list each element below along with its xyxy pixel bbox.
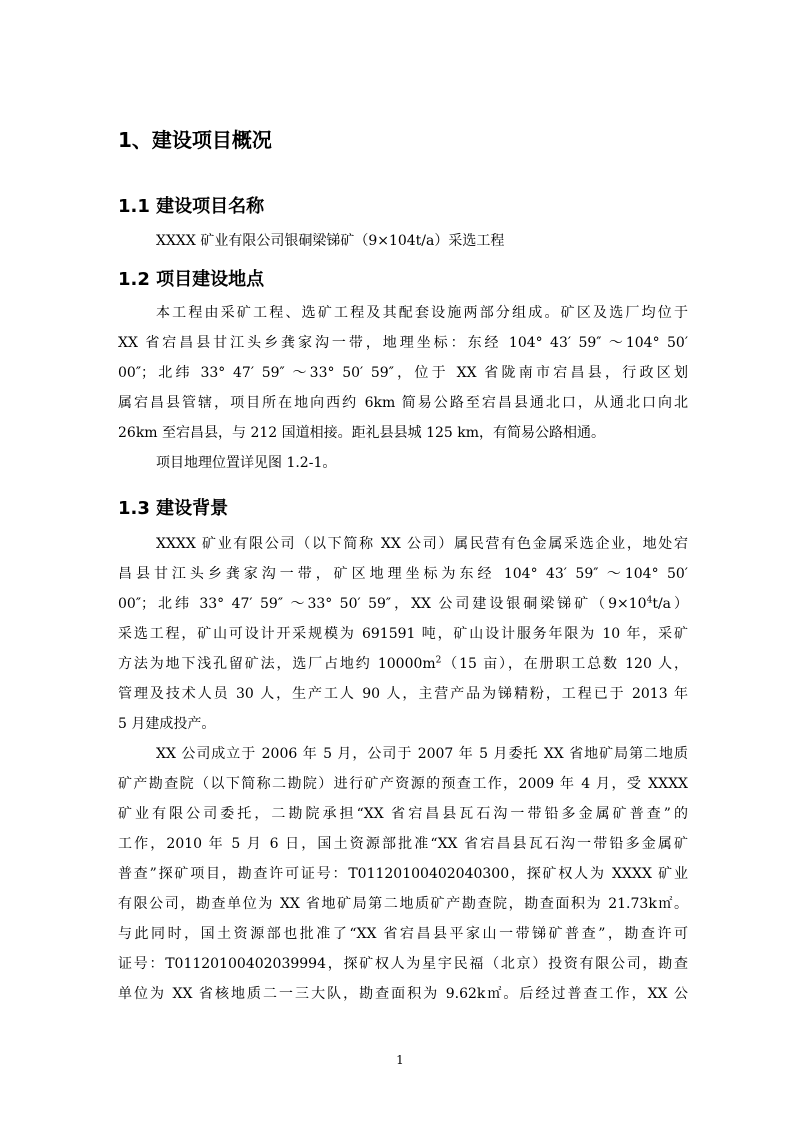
text-line: 00″；北纬 33° 47′ 59″ ～33° 50′ 59″，位于 XX 省陇南市宕昌县，行政区划 [118,365,688,381]
text-line: 采选工程，矿山可设计开采规模为 691591 吨，矿山设计服务年限为 10 年，采矿 [118,626,688,642]
section-1-2-title: 1.2 项目建设地点 [118,269,265,290]
section-1-1-title: 1.1 建设项目名称 [118,196,265,217]
text-line: 本工程由采矿工程、选矿工程及其配套设施两部分组成。矿区及选厂均位于 [156,305,688,321]
section-1-2-body [118,298,688,478]
text-line: 单位为 XX 省核地质二一三大队，勘查面积为 9.62k㎡。后经过普查工作，XX 公 [118,986,688,1002]
text-line: 与此同时，国土资源部也批准了“XX 省宕昌县平家山一带锑矿普查”，勘查许可 [118,926,688,942]
text-line: 矿产勘查院（以下简称二勘院）进行矿产资源的预查工作，2009 年 4 月，受 XXXX [118,776,688,792]
text-line: 工作，2010 年 5 月 6 日，国土资源部批准“XX 省宕昌县瓦石沟一带铅多金属矿 [118,836,688,852]
text-line: 项目地理位置详见图 1.2-1。 [156,455,337,471]
text-line: 有限公司，勘查单位为 XX 省地矿局第二地质矿产勘查院，勘查面积为 21.73k㎡。 [118,896,688,912]
text-line: 管理及技术人员 30 人，生产工人 90 人，主营产品为锑精粉，工程已于 2013 年 [118,686,688,702]
section-1-3-title: 1.3 建设背景 [118,498,229,519]
text-line: 26km 至宕昌县，与 212 国道相接。距礼县县城 125 km，有简易公路相通。 [118,425,606,441]
text-line: XX 公司成立于 2006 年 5 月，公司于 2007 年 5 月委托 XX 省地矿局第二地质 [156,746,688,762]
text-line: 普查”探矿项目，勘查许可证号：T01120100402040300，探矿权人为 XXXX 矿业 [118,866,688,882]
text-line: 昌县甘江头乡龚家沟一带，矿区地理坐标为东经 104° 43′ 59″ ～104° 50′ [118,566,688,582]
section-1-3-body [118,529,688,1009]
text-line: XXXX 矿业有限公司（以下简称 XX 公司）属民营有色金属采选企业，地处宕 [156,536,688,552]
heading-1: 1、建设项目概况 [118,128,272,152]
section-1-1-body [118,226,688,256]
text-line: 矿业有限公司委托，二勘院承担“XX 省宕昌县瓦石沟一带铅多金属矿普查”的 [118,806,688,822]
text-line: XX 省宕昌县甘江头乡龚家沟一带，地理坐标：东经 104° 43′ 59″ ～104° 50′ [118,335,688,351]
text-line: 5 月建成投产。 [118,716,216,732]
text-line: 方法为地下浅孔留矿法，选厂占地约 $10000m^2(15$ 亩），在册职工总数 120 人， [118,655,688,672]
text-line: 00″；北纬 33° 47′ 59″ ～33° 50′ 59″，XX 公司建设银硐梁锑矿$(9\times 10^4t/a)$ [118,595,688,612]
text-line: 属宕昌县管辖，项目所在地向西约 6km 简易公路至宕昌县通北口，从通北口向北 [118,395,688,411]
text-line: XXXX 矿业有限公司银硐梁锑矿（9×104t/a）采选工程 [156,233,505,249]
page-number: 1 [396,1053,404,1067]
text-line: 证号：T01120100402039994，探矿权人为星宇民福（北京）投资有限公司，勘查 [118,956,688,972]
